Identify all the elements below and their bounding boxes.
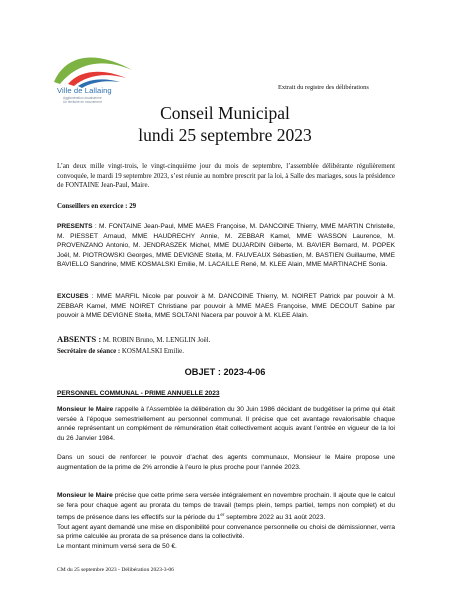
logo-red-swoosh	[68, 72, 126, 86]
para1-lead: Monsieur le Maire	[57, 406, 114, 413]
para1-text: rappelle à l’Assemblée la délibération du 30 Juin 1986 décidant de budgétiser la prime qui était versée à l’époque semestriellement au personnel communal. Il précise que cet avantage revalorisable chaque année représentant un complément de rémunération était collectivement acquis avant l’entrée en vigueur de la loi du 26 Janvier 1984.	[57, 406, 395, 442]
logo-subtitle-line: Un territoire en mouvement	[63, 100, 102, 104]
para3-text-a: précise que cette prime sera versée intégralement en novembre prochain. Il ajoute que le calcul se fera pour chaque agent au prorata du temps de travail (temps plein, temps partiel, temps non complet) et du temps de présence dans les effectifs sur la période du 1	[57, 492, 396, 522]
presents-label: PRESENTS	[57, 223, 93, 230]
excuses-paragraph	[57, 292, 395, 321]
paragraph-1	[57, 405, 395, 443]
page-footer: CM du 25 septembre 2023 - Délibération 2023-3-06	[57, 567, 174, 573]
paragraph-3	[57, 491, 395, 551]
para3-text-b: septembre 2022 au 31 août 2023.	[224, 514, 326, 522]
absents-paragraph	[57, 335, 395, 346]
presents-list: : M. FONTAINE Jean-Paul, MME MAES Françoise, M. DANCOINE Thierry, MME MARTIN Christelle, M. PIESSET Arnaud, MME HAUDRECHY Annie, M. ZEBBAR Kamel, MME WASSON Laurence, M. PROVENZANO Antonio, M. JENDRASZEK Michel, MME DUJARDIN Gilberte, M. BAVIER Bernard, M. POPEK Joël, M. PIOTROWSKI Georges, MME DEVIGNE Stella, M. FAUVEAUX Sébastien, M. BASTIEN Guillaume, MME BAVIELLO Sandrine, MME KOSMALSKI Emilie, M. LACAILLE René, M. KLEE Alain, MME MARTINACHE Sonia.	[57, 223, 395, 268]
excuses-label: EXCUSES	[57, 293, 89, 300]
excuses-list: : MME MARFIL Nicole par pouvoir à M. DANCOINE Thierry, M. NOIRET Patrick par pouvoir à M. ZEBBAR Kamel, MME NOIRET Christiane par pouvoir à MME MAES Françoise, MME DECOUT Sabine par pouvoir à MME DEVIGNE Stella, MME SOLTANI Nacera par pouvoir à M. KLEE Alain.	[57, 293, 395, 319]
logo-green-swoosh	[54, 58, 132, 85]
section-heading: PERSONNEL COMMUNAL - PRIME ANNUELLE 2023	[57, 390, 220, 397]
deliberation-object: OBJET : 2023-4-06	[184, 367, 266, 377]
logo-text: Ville de Lallaing	[57, 86, 112, 95]
secretary-paragraph	[57, 347, 395, 357]
secretary-label: Secrétaire de séance :	[57, 348, 121, 355]
absents-label: ABSENTS :	[57, 334, 102, 344]
secretary-name: KOSMALSKI Emilie.	[120, 348, 184, 355]
presents-paragraph	[57, 222, 395, 270]
para3-superscript: er	[220, 512, 225, 517]
meeting-date: lundi 25 septembre 2023	[138, 125, 312, 145]
para3-line2: Tout agent ayant demandé une mise en disponibilité pour convenance personnelle ou choisi de démissionner, verra sa prime calculée au prorata de sa présence dans la collectivité.	[57, 523, 395, 541]
intro-paragraph: L’an deux mille vingt-trois, le vingt-cinquième jour du mois de septembre, l’assemblée délibérante régulièrement convoquée, le mardi 19 septembre 2023, s’est réunie au nombre prescrit par la loi, à Salle des mariages, sous la présidence de FONTAINE Jean-Paul, Maire.	[57, 163, 395, 190]
absents-list: M. ROBIN Bruno, M. LENGLIN Joël.	[101, 337, 211, 344]
para3-lead: Monsieur le Maire	[57, 492, 113, 499]
paragraph-2: Dans un souci de renforcer le pouvoir d’achat des agents communaux, Monsieur le Maire propose une augmentation de la prime de 2% arrondie à l’euro le plus proche pour l’année 2023.	[57, 454, 395, 471]
councillors-count: Conseillers en exercice : 29	[57, 203, 137, 210]
register-extract-label: Extrait du registre des délibérations	[278, 84, 369, 91]
document-title: Conseil Municipal	[160, 103, 290, 123]
para3-line3: Le montant minimum versé sera de 50 €.	[57, 542, 177, 550]
logo-subtitle-line: Agglomération douaisienne	[63, 96, 102, 100]
